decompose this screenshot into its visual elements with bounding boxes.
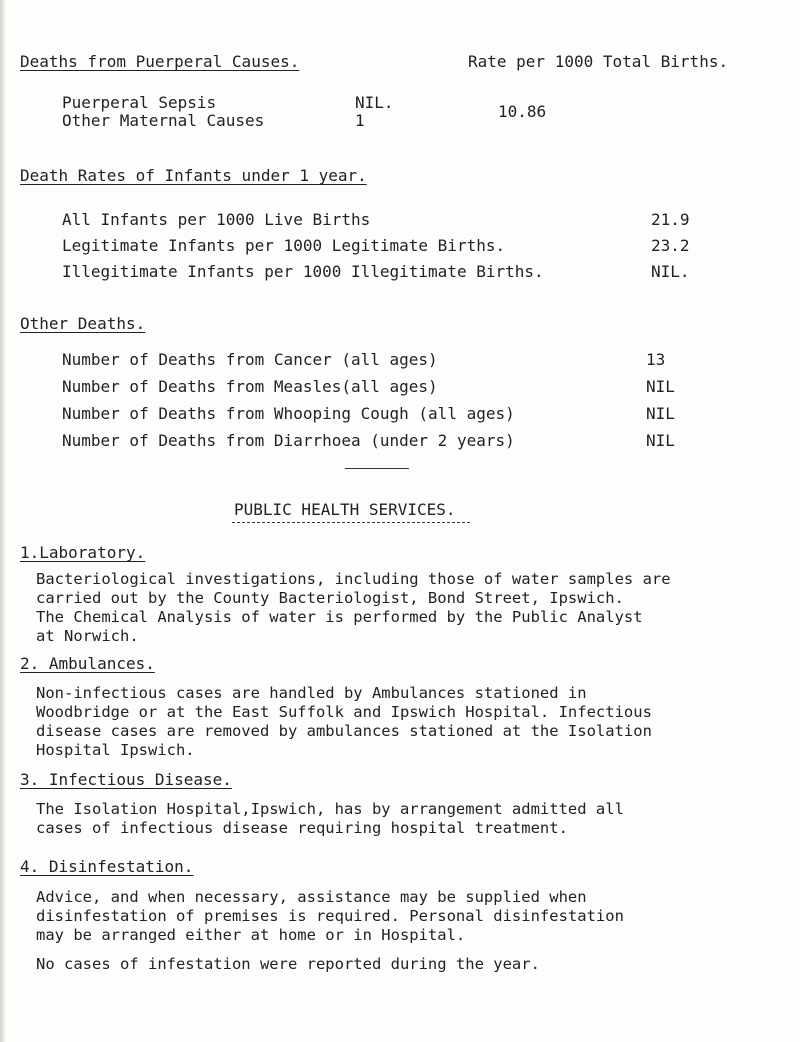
other-deaths-row-value: 13: [646, 350, 666, 369]
puerperal-rate-value: 10.86: [498, 102, 547, 121]
disinfestation-paragraph: Advice, and when necessary, assistance may be supplied when disinfestation of premises is required. Personal disinfestation may be arranged either at home or in Hospital.: [36, 888, 624, 944]
services-title: PUBLIC HEALTH SERVICES.: [234, 500, 456, 519]
puerperal-row-label: Puerperal Sepsis: [62, 93, 217, 112]
other-deaths-row-label: Number of Deaths from Measles(all ages): [62, 377, 438, 396]
section-heading-infectious-disease: 3. Infectious Disease.: [20, 770, 232, 789]
disinfestation-note: No cases of infestation were reported during the year.: [36, 955, 540, 973]
page-edge-shadow: [0, 0, 6, 1042]
other-deaths-row-value: NIL: [646, 404, 675, 423]
puerperal-row-value: NIL.: [355, 93, 394, 112]
services-title-underline: [232, 522, 470, 523]
puerperal-row-label: Other Maternal Causes: [62, 111, 265, 130]
infants-row-value: 23.2: [651, 236, 690, 255]
section-heading-ambulances: 2. Ambulances.: [20, 654, 155, 673]
infants-row-label: All Infants per 1000 Live Births: [62, 210, 371, 229]
puerperal-heading: Deaths from Puerperal Causes.: [20, 52, 300, 71]
infants-row-value: 21.9: [651, 210, 690, 229]
separator-line: [345, 468, 409, 469]
puerperal-row-value: 1: [355, 111, 365, 130]
ambulances-paragraph: Non-infectious cases are handled by Ambulances stationed in Woodbridge or at the East Suffolk and Ipswich Hospital. Infectious disease cases are removed by ambulances stationed at the Isolation Hospital Ipswich.: [36, 684, 652, 759]
infectious-disease-paragraph: The Isolation Hospital,Ipswich, has by arrangement admitted all cases of infectious disease requiring hospital treatment.: [36, 800, 624, 837]
other-deaths-row-value: NIL: [646, 431, 675, 450]
section-heading-disinfestation: 4. Disinfestation.: [20, 857, 194, 876]
other-deaths-row-label: Number of Deaths from Diarrhoea (under 2 years): [62, 431, 515, 450]
infants-heading: Death Rates of Infants under 1 year.: [20, 166, 367, 185]
infants-row-label: Illegitimate Infants per 1000 Illegitimate Births.: [62, 262, 544, 281]
laboratory-paragraph: Bacteriological investigations, including those of water samples are carried out by the County Bacteriologist, Bond Street, Ipswich. The Chemical Analysis of water is performed by the Public Analyst at Norwich.: [36, 570, 671, 645]
other-deaths-row-label: Number of Deaths from Whooping Cough (all ages): [62, 404, 515, 423]
other-deaths-heading: Other Deaths.: [20, 314, 146, 333]
infants-row-value: NIL.: [651, 262, 690, 281]
other-deaths-row-label: Number of Deaths from Cancer (all ages): [62, 350, 438, 369]
infants-row-label: Legitimate Infants per 1000 Legitimate Births.: [62, 236, 506, 255]
section-heading-laboratory: 1.Laboratory.: [20, 543, 146, 562]
rate-heading: Rate per 1000 Total Births.: [468, 52, 729, 71]
other-deaths-row-value: NIL: [646, 377, 675, 396]
